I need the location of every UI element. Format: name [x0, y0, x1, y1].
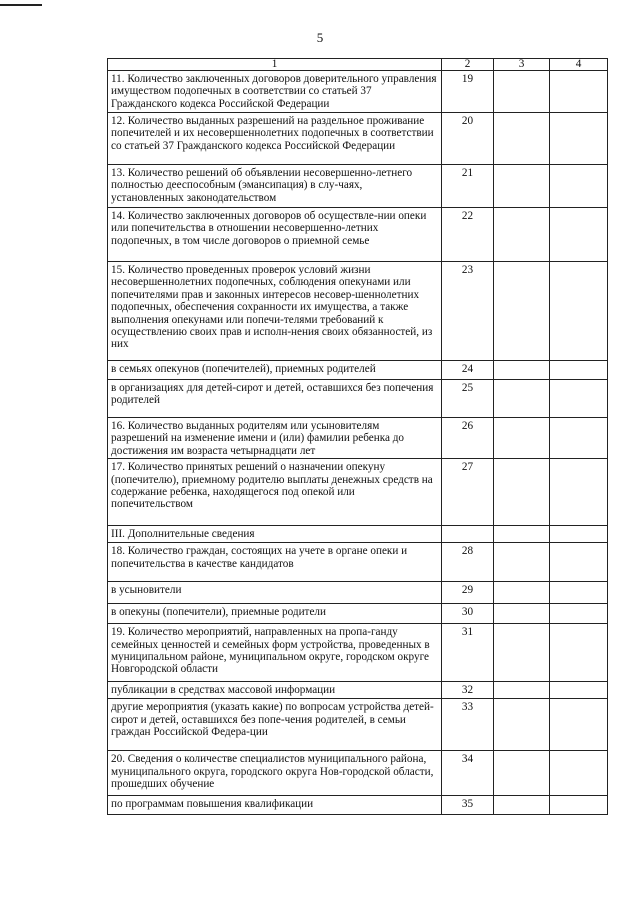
value-cell-col-3 — [494, 751, 550, 796]
value-cell-col-4 — [550, 208, 608, 262]
header-col-1: 1 — [108, 59, 442, 71]
indicator-name: в организациях для детей-сирот и детей, оставшихся без попечения родителей — [108, 380, 442, 418]
row-code: 33 — [442, 699, 494, 751]
row-code: 34 — [442, 751, 494, 796]
indicator-name: 20. Сведения о количестве специалистов муниципального района, муниципального округа, городского округа Нов-городской области, прошедших обучение — [108, 751, 442, 796]
corner-mark — [0, 4, 42, 6]
value-cell-col-3 — [494, 208, 550, 262]
indicator-name: публикации в средствах массовой информации — [108, 682, 442, 699]
section-title: III. Дополнительные сведения — [108, 526, 442, 543]
indicator-name: 18. Количество граждан, состоящих на учете в органе опеки и попечительства в качестве кандидатов — [108, 543, 442, 582]
row-code: 29 — [442, 582, 494, 604]
header-col-3: 3 — [494, 59, 550, 71]
value-cell-col-4 — [550, 71, 608, 113]
report-table — [107, 58, 608, 815]
value-cell-col-4 — [550, 165, 608, 208]
table-row — [108, 165, 608, 208]
indicator-name: в опекуны (попечители), приемные родители — [108, 604, 442, 624]
value-cell-col-4 — [550, 361, 608, 380]
value-cell-col-4 — [550, 543, 608, 582]
value-cell-col-3 — [494, 699, 550, 751]
table-row — [108, 262, 608, 361]
value-cell-col-3 — [494, 682, 550, 699]
value-cell-col-4 — [550, 262, 608, 361]
value-cell-col-3 — [494, 796, 550, 815]
table-row — [108, 113, 608, 165]
value-cell-col-4 — [550, 699, 608, 751]
row-code: 21 — [442, 165, 494, 208]
header-row — [108, 59, 608, 71]
value-cell-col-3 — [494, 361, 550, 380]
row-code: 30 — [442, 604, 494, 624]
row-code — [442, 526, 494, 543]
value-cell-col-3 — [494, 543, 550, 582]
table-row — [108, 582, 608, 604]
value-cell-col-4 — [550, 751, 608, 796]
table-row — [108, 71, 608, 113]
table-row — [108, 459, 608, 526]
value-cell-col-4 — [550, 796, 608, 815]
value-cell-col-4 — [550, 418, 608, 459]
row-code: 19 — [442, 71, 494, 113]
table-row — [108, 699, 608, 751]
indicator-name: 19. Количество мероприятий, направленных на пропа-ганду семейных ценностей и семейных форм устройства, проведенных в муниципальном районе, муниципальном округе, городском округе Новгородской области — [108, 624, 442, 682]
table-row — [108, 380, 608, 418]
value-cell-col-3 — [494, 604, 550, 624]
indicator-name: по программам повышения квалификации — [108, 796, 442, 815]
indicator-name: в усыновители — [108, 582, 442, 604]
value-cell-col-4 — [550, 459, 608, 526]
value-cell-col-3 — [494, 165, 550, 208]
row-code: 24 — [442, 361, 494, 380]
row-code: 27 — [442, 459, 494, 526]
row-code: 31 — [442, 624, 494, 682]
value-cell-col-3 — [494, 380, 550, 418]
table-row — [108, 624, 608, 682]
indicator-name: 11. Количество заключенных договоров доверительного управления имуществом подопечных в соответствии со статьей 37 Гражданского кодекса Российской Федерации — [108, 71, 442, 113]
value-cell-col-3 — [494, 526, 550, 543]
indicator-name: в семьях опекунов (попечителей), приемных родителей — [108, 361, 442, 380]
value-cell-col-3 — [494, 418, 550, 459]
page-number: 5 — [316, 30, 324, 45]
value-cell-col-4 — [550, 604, 608, 624]
row-code: 28 — [442, 543, 494, 582]
row-code: 22 — [442, 208, 494, 262]
header-col-2: 2 — [442, 59, 494, 71]
table-row — [108, 682, 608, 699]
row-code: 23 — [442, 262, 494, 361]
section-row — [108, 526, 608, 543]
indicator-name: 17. Количество принятых решений о назначении опекуну (попечителю), приемному родителю выплаты денежных средств на содержание ребенка, находящегося под опекой или попечительством — [108, 459, 442, 526]
value-cell-col-4 — [550, 624, 608, 682]
header-col-4: 4 — [550, 59, 608, 71]
value-cell-col-4 — [550, 380, 608, 418]
row-code: 35 — [442, 796, 494, 815]
value-cell-col-4 — [550, 526, 608, 543]
indicator-name: 12. Количество выданных разрешений на раздельное проживание попечителей и их несовершеннолетних подопечных в соответствии со статьей 37 Гражданского кодекса Российской Федерации — [108, 113, 442, 165]
indicator-name: 13. Количество решений об объявлении несовершенно-летнего полностью дееспособным (эмансипация) в слу-чаях, установленных законодательством — [108, 165, 442, 208]
value-cell-col-3 — [494, 459, 550, 526]
table-row — [108, 208, 608, 262]
indicator-name: 16. Количество выданных родителям или усыновителям разрешений на изменение имени и (или) фамилии ребенка до достижения им возраста четырнадцати лет — [108, 418, 442, 459]
value-cell-col-4 — [550, 113, 608, 165]
value-cell-col-3 — [494, 262, 550, 361]
table-row — [108, 751, 608, 796]
row-code: 32 — [442, 682, 494, 699]
row-code: 25 — [442, 380, 494, 418]
table-row — [108, 418, 608, 459]
value-cell-col-4 — [550, 682, 608, 699]
value-cell-col-4 — [550, 582, 608, 604]
value-cell-col-3 — [494, 582, 550, 604]
table-row — [108, 604, 608, 624]
table-row — [108, 361, 608, 380]
value-cell-col-3 — [494, 71, 550, 113]
value-cell-col-3 — [494, 113, 550, 165]
indicator-name: 15. Количество проведенных проверок условий жизни несовершеннолетних подопечных, соблюдения опекунами или попечителями прав и законных интересов несовер-шеннолетних подопечных, обеспечения сохранности их имущества, а также выполнения опекунами или попечи-телями требований к осуществлению своих прав и исполн-нения своих обязанностей, из них — [108, 262, 442, 361]
row-code: 26 — [442, 418, 494, 459]
indicator-name: 14. Количество заключенных договоров об осуществле-нии опеки или попечительства в отношении несовершенно-летних подопечных, в том числе договоров о приемной семье — [108, 208, 442, 262]
table-row — [108, 796, 608, 815]
row-code: 20 — [442, 113, 494, 165]
indicator-name: другие мероприятия (указать какие) по вопросам устройства детей-сирот и детей, оставшихся без попе-чения родителей, в семьи граждан Российской Федера-ции — [108, 699, 442, 751]
table-row — [108, 543, 608, 582]
value-cell-col-3 — [494, 624, 550, 682]
